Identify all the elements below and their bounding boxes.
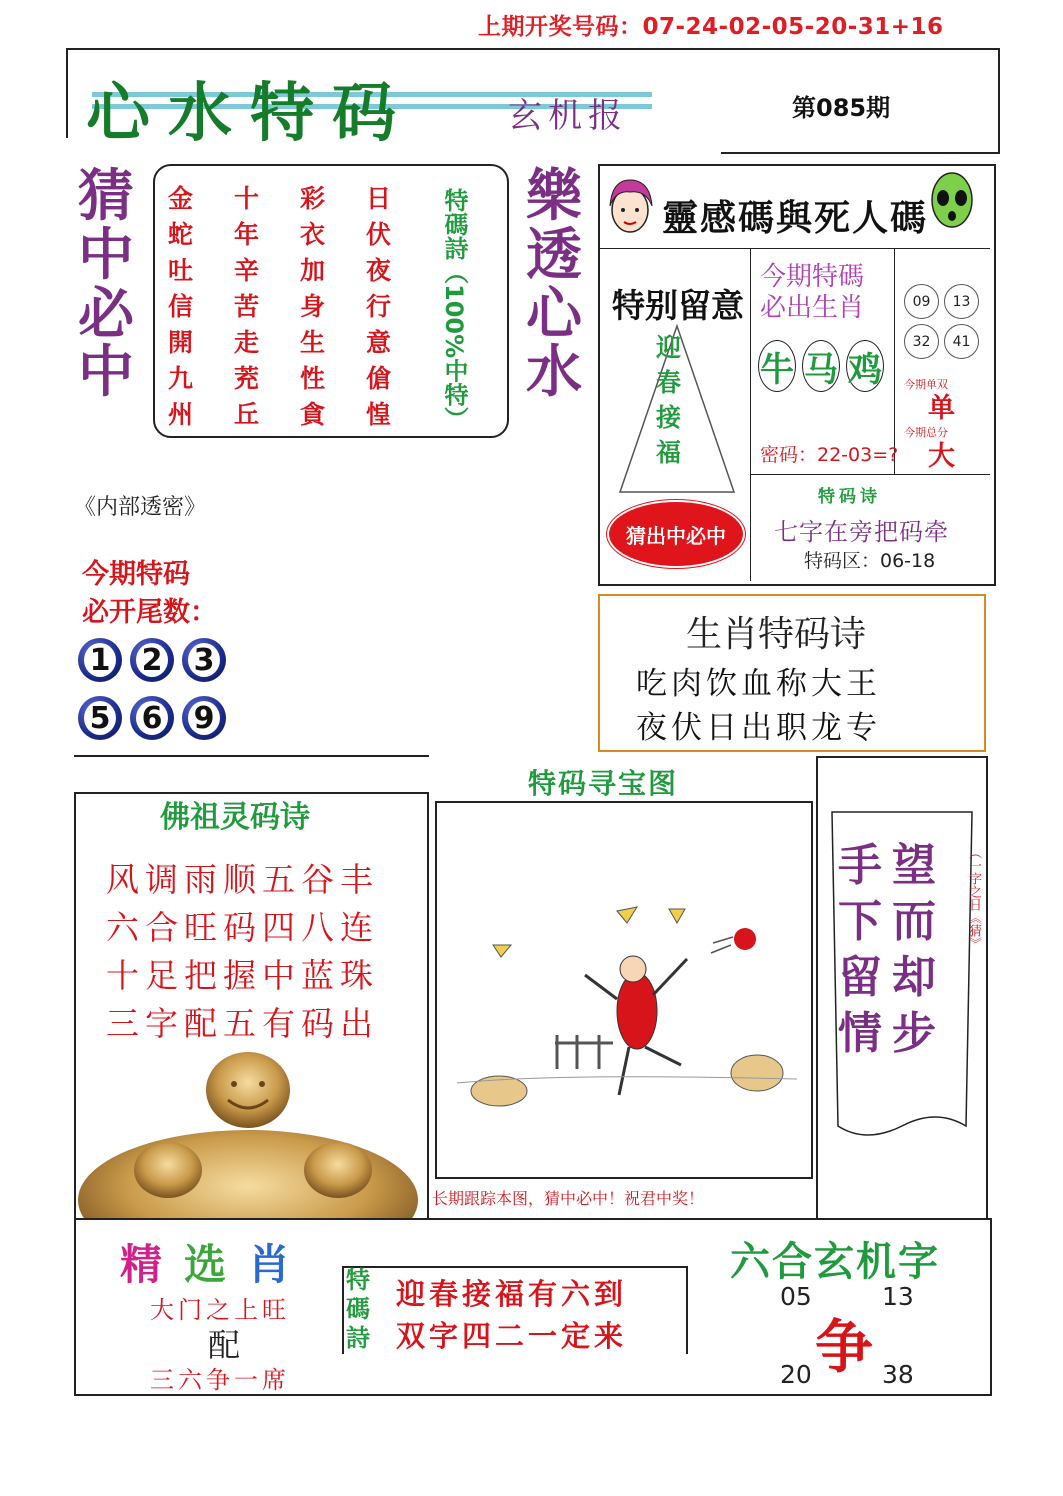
- ball-number: 2: [136, 643, 168, 677]
- poem2-label-char: 碼: [346, 1295, 370, 1323]
- zodiac-title-line: 今期特碼: [760, 262, 865, 292]
- brand-title: 心水特码: [86, 76, 414, 151]
- tail-number-title: [82, 556, 217, 632]
- buddha-statue-image: [78, 1050, 426, 1218]
- mystery-char-title: 六合玄机字: [730, 1239, 940, 1285]
- featured-char: 精: [120, 1240, 185, 1289]
- welcome-char: 迎: [656, 333, 682, 362]
- tail-ball: [78, 696, 122, 740]
- riddle-char: 下: [838, 896, 882, 947]
- last-draw-numbers: 上期开奖号码：07-24-02-05-20-31+16: [478, 14, 944, 40]
- riddle-text: [838, 838, 946, 1062]
- poem-grid-cell: 州: [168, 400, 194, 429]
- tail-ball: [182, 638, 226, 682]
- number-circle: 09: [904, 284, 939, 319]
- poem-grid-cell: 吐: [168, 256, 194, 285]
- featured-line: 大门之上旺: [150, 1296, 290, 1324]
- slogan-guess: [78, 164, 134, 406]
- riddle-char: 手: [838, 840, 882, 891]
- zodiac-poem-line: 夜伏日出职龙专: [636, 710, 881, 746]
- zodiac-poem-line: 吃肉饮血称大王: [636, 666, 881, 702]
- riddle-char: 却: [892, 952, 936, 1003]
- buddha-poem-title: 佛祖灵码诗: [160, 800, 310, 835]
- poem-grid-cell: 苦: [234, 292, 260, 321]
- brand-subtitle: 玄机报: [508, 96, 628, 136]
- mystery-number: 13: [882, 1282, 914, 1311]
- ball-number: 6: [136, 701, 168, 735]
- slogan-char: 心: [526, 281, 582, 347]
- poem-grid-cell: 年: [234, 220, 260, 249]
- mystery-number: 38: [882, 1360, 914, 1389]
- guess-oval-badge: 猜出中必中: [607, 500, 745, 568]
- tail-ball: [78, 638, 122, 682]
- inside-secret-label: 《内部透密》: [74, 495, 207, 520]
- ball-number: 9: [188, 701, 220, 735]
- total-label: 今期总分: [904, 426, 948, 439]
- slogan-char: 中: [78, 340, 134, 406]
- poem-grid-cell: 九: [168, 364, 194, 393]
- riddle-char: 步: [892, 1008, 936, 1059]
- poem-grid: [168, 184, 432, 430]
- riddle-char: 而: [892, 896, 936, 947]
- welcome-char: 接: [656, 403, 682, 432]
- poem-grid-cell: 夜: [366, 256, 392, 285]
- mystery-number: 20: [780, 1360, 812, 1389]
- slogan-lottery: [526, 164, 582, 406]
- poem-grid-cell: 意: [366, 328, 392, 357]
- zodiac-title-line: 必出生肖: [760, 293, 865, 323]
- poem2-line: 双字四二一定来: [396, 1319, 628, 1353]
- tm-poem-text: 七字在旁把码牵: [774, 518, 949, 546]
- buddha-poem-line: 三字配五有码出: [106, 1004, 379, 1043]
- poem-grid-cell: 惶: [366, 400, 392, 429]
- issue-number: 第085期: [792, 94, 891, 122]
- poem-grid-label: 特碼詩（100%中特）: [440, 188, 468, 431]
- poem-grid-cell: 生: [300, 328, 326, 357]
- number-circle: 32: [904, 324, 939, 359]
- tail-ball: [130, 696, 174, 740]
- featured-char: 肖: [248, 1240, 313, 1289]
- riddle-hint: （一字之日《猜》: [966, 846, 981, 950]
- ball-number: 3: [188, 643, 220, 677]
- poem-grid-cell: 貪: [300, 400, 326, 429]
- poem2-label-char: 特: [346, 1266, 370, 1294]
- special-notice-title: 特别留意: [612, 286, 744, 325]
- tail-title-line: 必开尾数：: [82, 597, 217, 628]
- poem-grid-cell: 加: [300, 256, 326, 285]
- poem-grid-cell: 十: [234, 184, 260, 213]
- skull-icon: [928, 170, 976, 236]
- zodiac-circle: 鸡: [846, 340, 884, 392]
- code-line: 密码：22-03=?: [760, 444, 899, 466]
- poem-grid-cell: 走: [234, 328, 260, 357]
- treasure-map-caption: 长期跟踪本图，猜中必中！祝君中奖！: [432, 1189, 705, 1208]
- buddha-poem-line: 六合旺码四八连: [106, 908, 379, 947]
- poem-grid-cell: 衣: [300, 220, 326, 249]
- poem-grid-cell: 身: [300, 292, 326, 321]
- section-divider: [74, 755, 429, 757]
- number-circle: 41: [944, 324, 979, 359]
- slogan-char: 透: [526, 222, 582, 288]
- poem-grid-cell: 丘: [234, 400, 260, 429]
- featured-pair: 配: [208, 1326, 241, 1364]
- poem-grid-cell: 蛇: [168, 220, 194, 249]
- poem-grid-cell: 開: [168, 328, 194, 357]
- panel-divider: [600, 248, 990, 249]
- panel-divider: [750, 474, 990, 475]
- panel-divider: [750, 248, 751, 581]
- tm-poem-label: 特码诗: [818, 487, 881, 507]
- slogan-char: 中: [78, 222, 134, 288]
- poem-grid-cell: 金: [168, 184, 194, 213]
- treasure-map-title: 特码寻宝图: [528, 767, 679, 800]
- ball-number: 1: [84, 643, 116, 677]
- featured-char: 选: [184, 1240, 249, 1289]
- zodiac-title: [760, 262, 864, 324]
- welcome-spring: [656, 330, 681, 470]
- treasure-map-illustration: [437, 803, 811, 1177]
- odd-even-label: 今期单双: [904, 378, 948, 391]
- slogan-char: 猜: [78, 164, 134, 229]
- odd-even-value: 单: [928, 393, 955, 424]
- welcome-char: 福: [656, 438, 682, 467]
- zodiac-circle: 牛: [758, 340, 796, 392]
- poem-grid-cell: 性: [300, 364, 326, 393]
- riddle-char: 情: [838, 1008, 882, 1059]
- poem-grid-cell: 傖: [366, 364, 392, 393]
- poem-grid-cell: 辛: [234, 256, 260, 285]
- mystery-number: 05: [780, 1282, 812, 1311]
- tail-ball: [182, 696, 226, 740]
- slogan-char: 樂: [526, 164, 582, 229]
- treasure-map-frame: [435, 801, 813, 1179]
- poem-grid-cell: 彩: [300, 184, 326, 213]
- zodiac-poem-title: 生肖特码诗: [686, 614, 867, 655]
- ling-gan-title: 靈感碼與死人碼: [662, 198, 929, 239]
- poem-grid-cell: 茺: [234, 364, 260, 393]
- number-circle: 13: [944, 284, 979, 319]
- ball-number: 5: [84, 701, 116, 735]
- poem-grid-cell: 日: [366, 184, 392, 213]
- poem2-label: [346, 1266, 372, 1353]
- poem-grid-cell: 伏: [366, 220, 392, 249]
- buddha-poem-line: 十足把握中蓝珠: [106, 956, 379, 995]
- tail-ball: [130, 638, 174, 682]
- poem-grid-cell: 信: [168, 292, 194, 321]
- zodiac-circle: 马: [802, 340, 840, 392]
- riddle-char: 望: [892, 840, 936, 891]
- poem2-line: 迎春接福有六到: [396, 1277, 628, 1311]
- total-value: 大: [928, 441, 955, 472]
- buddha-poem-line: 风调雨顺五谷丰: [106, 860, 379, 899]
- poem2-label-char: 詩: [346, 1324, 370, 1352]
- mystery-char: 争: [815, 1313, 874, 1381]
- featured-line: 三六争一席: [150, 1366, 290, 1394]
- slogan-char: 水: [526, 340, 582, 406]
- featured-zodiac-title: [120, 1232, 312, 1292]
- riddle-char: 留: [838, 952, 882, 1003]
- tail-title-line: 今期特码: [82, 559, 190, 590]
- tm-zone: 特码区：06-18: [804, 550, 936, 572]
- poem-grid-cell: 行: [366, 292, 392, 321]
- slogan-char: 必: [78, 281, 134, 347]
- girl-face-icon: [606, 176, 654, 238]
- welcome-char: 春: [656, 368, 682, 397]
